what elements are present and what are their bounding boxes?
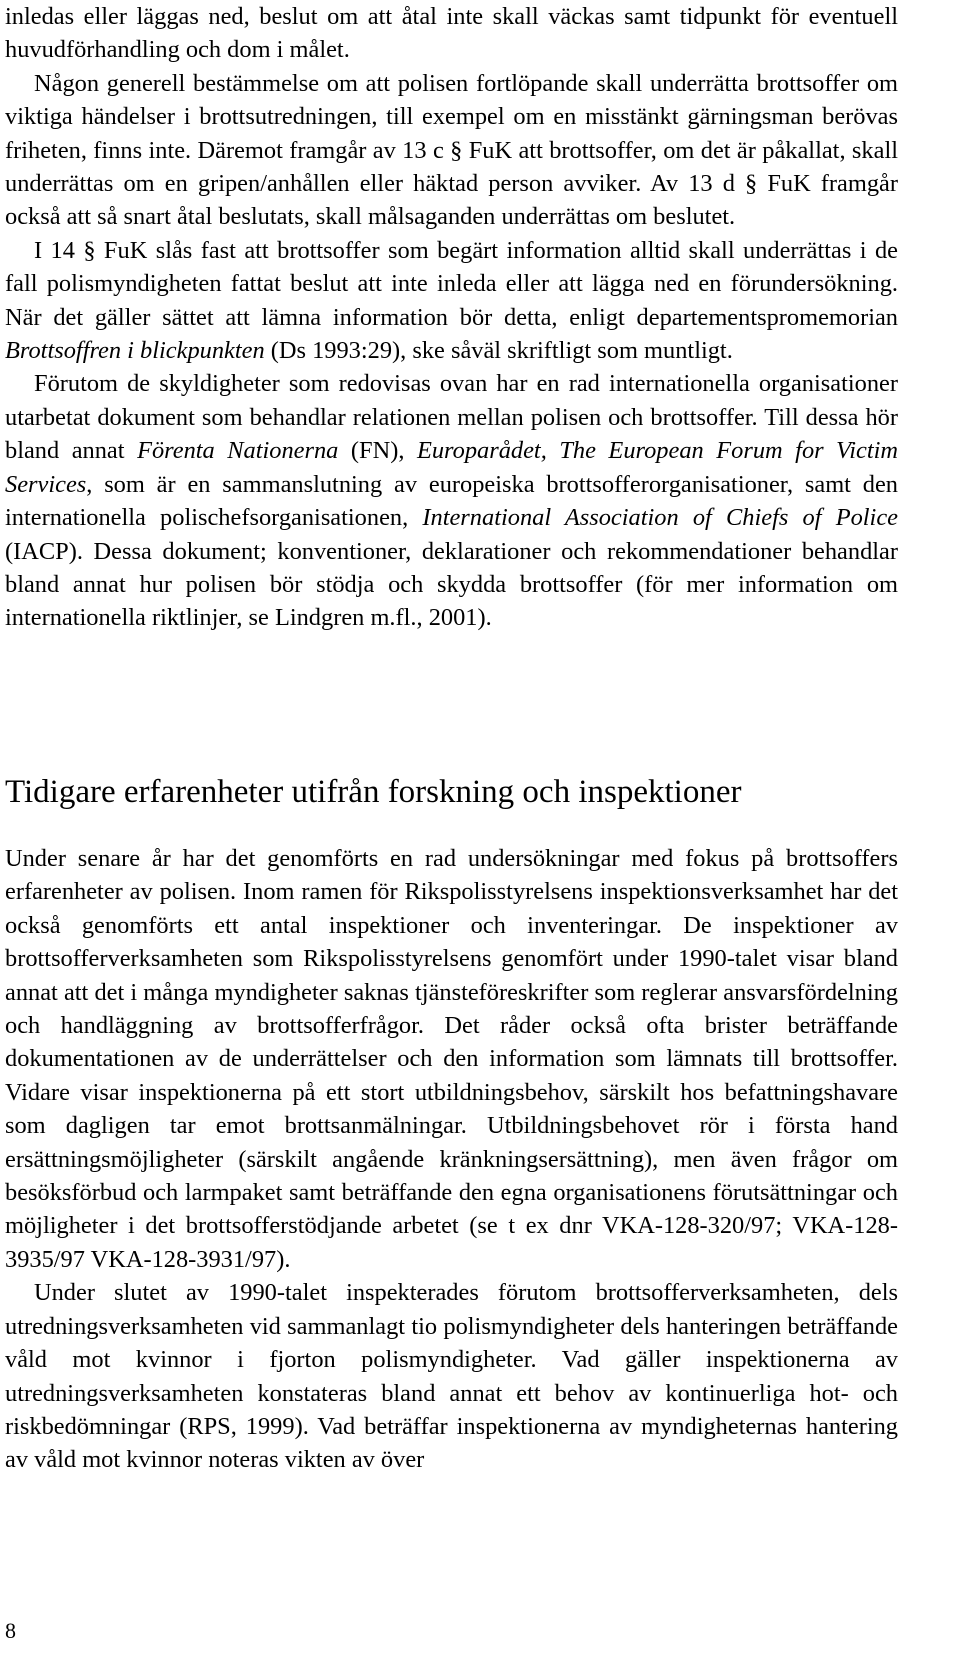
text-run: (Ds 1993:29), ske såväl skriftligt som muntligt. xyxy=(264,337,733,365)
text-run: (FN), xyxy=(338,437,417,465)
paragraph xyxy=(5,234,898,368)
text-run: Under senare år har det genomförts en rad undersökningar med fokus på brottsoffers erfarenheter av polisen. Inom ramen för Rikspolisstyrelsens inspektionsverksamhet har det också genomförts ett antal inspektioner och inventeringar. De inspektioner av brottsofferverksamheten som Rikspolisstyrelsens genomfört under 1990-talet visar bland annat att det i många myndigheter saknas tjänsteföreskrifter som reglerar ansvarsfördelning och handläggning av brottsofferfrågor. Det råder också ofta brister beträffande dokumentationen av de underrättelser och den information som lämnats till brottsoffer. Vidare visar inspektionerna på ett stort utbildningsbehov, särskilt hos befattningshavare som dagligen tar emot brottsanmälningar. Utbildningsbehovet rör i första hand ersättningsmöjligheter (särskilt angående kränkningsersättning), men även frågor om besöksförbud och larmpaket samt beträffande den egna organisationens förutsättningar och möjligheter i det brottsofferstödjande arbetet (se t ex dnr VKA-128-320/97; VKA-128-3935/97 VKA-128-3931/97). xyxy=(5,845,898,1273)
page-number: 8 xyxy=(5,1618,16,1643)
text-run: (IACP). Dessa dokument; konventioner, deklarationer och rekommendationer behandlar bland annat hur polisen bör stödja och skydda brottsoffer (för mer information om internationella riktlinjer, se Lindgren m.fl., 2001). xyxy=(5,537,898,632)
text-run: , som är en sammanslutning av europeiska brottsofferorganisationer, samt den internationella polischefsorganisationen, xyxy=(5,470,898,532)
italic-text: Europarådet, The European Forum for Victim Services xyxy=(5,437,899,498)
text-run: Någon generell bestämmelse om att polisen fortlöpande skall underrätta brottsoffer om viktiga händelser i brottsutredningen, till exempel om en misstänkt gärningsman berövas friheten, finns inte. Däremot framgår av 13 c § FuK att brottsoffer, om det är påkallat, skall underrättas om en gripen/anhållen eller häktad person avviker. Av 13 d § FuK framgår också att så snart åtal beslutats, skall målsaganden underrättas om beslutet. xyxy=(5,69,898,231)
paragraph xyxy=(5,1276,898,1476)
body-text-bottom xyxy=(5,842,898,1477)
italic-text: International Association of Chiefs of Police xyxy=(422,504,898,532)
text-run: inledas eller läggas ned, beslut om att åtal inte skall väckas samt tidpunkt för eventuell huvudförhandling och dom i målet. xyxy=(5,3,898,64)
text-run: I 14 § FuK slås fast att brottsoffer som begärt information alltid skall underrättas i de fall polismyndigheten fattat beslut att inte inleda eller att lägga ned en förundersökning. När det gäller sättet att lämna information bör detta, enligt departementspromemorian xyxy=(5,236,898,331)
body-text-top xyxy=(5,0,898,635)
text-run: Under slutet av 1990-talet inspekterades förutom brottsofferverksamheten, dels utredningsverksamheten vid sammanlagt tio polismyndigheter dels hanteringen beträffande våld mot kvinnor i fjorton polismyndigheter. Vad gäller inspektionerna av utredningsverksamheten konstateras bland annat ett behov av kontinuerliga hot- och riskbedömningar (RPS, 1999). Vad beträffar inspektionerna av myndigheternas hantering av våld mot kvinnor noteras vikten av över xyxy=(5,1279,898,1474)
paragraph xyxy=(5,67,898,234)
text-run: Förutom de skyldigheter som redovisas ovan har en rad internationella organisationer utarbetat dokument som behandlar relationen mellan polisen och brottsoffer. Till dessa hör bland annat xyxy=(5,370,898,465)
paragraph xyxy=(5,842,898,1276)
italic-text: Brottsoffren i blickpunkten xyxy=(5,337,265,365)
section-heading: Tidigare erfarenheter utifrån forskning och inspektioner xyxy=(5,774,742,810)
italic-text: Förenta Nationerna xyxy=(137,437,339,465)
paragraph xyxy=(5,367,898,634)
paragraph xyxy=(5,0,898,67)
